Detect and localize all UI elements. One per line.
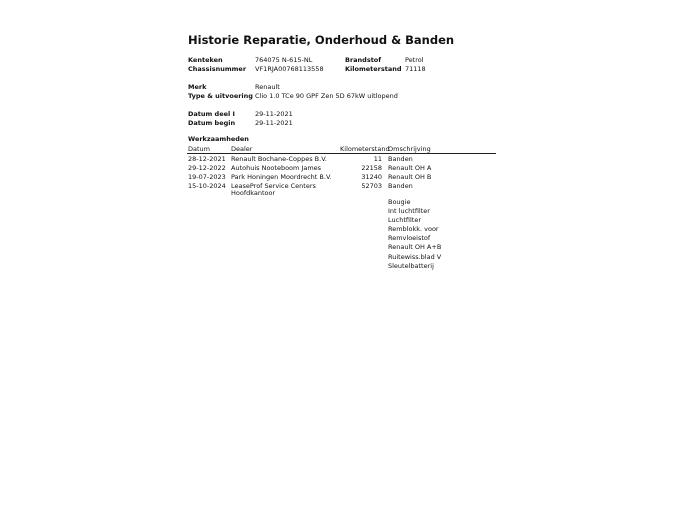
kenteken-label: Kenteken (188, 56, 223, 64)
row-dealer: LeaseProf Service Centers (231, 182, 316, 190)
row-datum: 28-12-2021 (188, 155, 226, 163)
row-dealer: Renault Bochane-Coppes B.V. (231, 155, 327, 163)
header-dealer: Dealer (231, 145, 253, 153)
row-datum: 19-07-2023 (188, 173, 226, 181)
datum-begin-value: 29-11-2021 (255, 119, 293, 127)
km-value: 71118 (405, 65, 426, 73)
header-divider (187, 153, 496, 154)
brandstof-value: Petrol (405, 56, 424, 64)
task-item: Sleutelbatterij (388, 261, 434, 270)
km-label: Kilometerstand (345, 65, 402, 73)
merk-value: Renault (255, 83, 280, 91)
row-datum: 15-10-2024 (188, 182, 226, 190)
task-item: Bougie (388, 198, 411, 206)
type-value: Clio 1.0 TCe 90 GPF Zen 5D 67kW uitlopend (255, 92, 398, 100)
datum-deel1-value: 29-11-2021 (255, 110, 293, 118)
task-item: Remblokk. voor (388, 225, 439, 234)
chassis-label: Chassisnummer (188, 65, 247, 73)
datum-begin-label: Datum begin (188, 119, 236, 127)
row-dealer: Park Honingen Moordrecht B.V. (231, 173, 332, 181)
row-omschrijving: Renault OH A (388, 164, 432, 172)
task-item: Remvloeistof (388, 234, 431, 243)
row-dealer: Autohuis Nooteboom James (231, 164, 322, 172)
datum-deel1-label: Datum deel I (188, 110, 235, 118)
row-km: 31240 (361, 173, 382, 181)
header-kilometerstand: Kilometerstand (340, 145, 390, 153)
task-item: Renault OH A+B (388, 243, 442, 252)
page-title: Historie Reparatie, Onderhoud & Banden (188, 33, 455, 47)
task-list (388, 198, 441, 271)
row-omschrijving: Banden (388, 182, 413, 190)
kenteken-value: 764075 N-615-NL (255, 56, 313, 64)
type-label: Type & uitvoering (188, 92, 253, 100)
row-km: 22158 (361, 164, 382, 172)
task-item: Luchtfilter (388, 216, 421, 225)
task-item: Ruitewiss.blad V (388, 252, 442, 261)
header-datum: Datum (188, 145, 210, 153)
task-item: Int luchtfilter (388, 207, 430, 216)
row-km: 52703 (361, 182, 382, 190)
row-km: 11 (373, 155, 382, 163)
header-omschrijving: Omschrijving (388, 145, 431, 153)
werkzaamheden-title: Werkzaamheden (188, 135, 249, 143)
row-omschrijving: Renault OH B (388, 173, 432, 181)
merk-label: Merk (188, 83, 207, 91)
row-datum: 29-12-2022 (188, 164, 226, 172)
chassis-value: VF1RJA00768113558 (255, 65, 324, 73)
brandstof-label: Brandstof (345, 56, 382, 64)
row-omschrijving: Banden (388, 155, 413, 163)
row-dealer-line2: Hoofdkantoor (231, 189, 276, 197)
